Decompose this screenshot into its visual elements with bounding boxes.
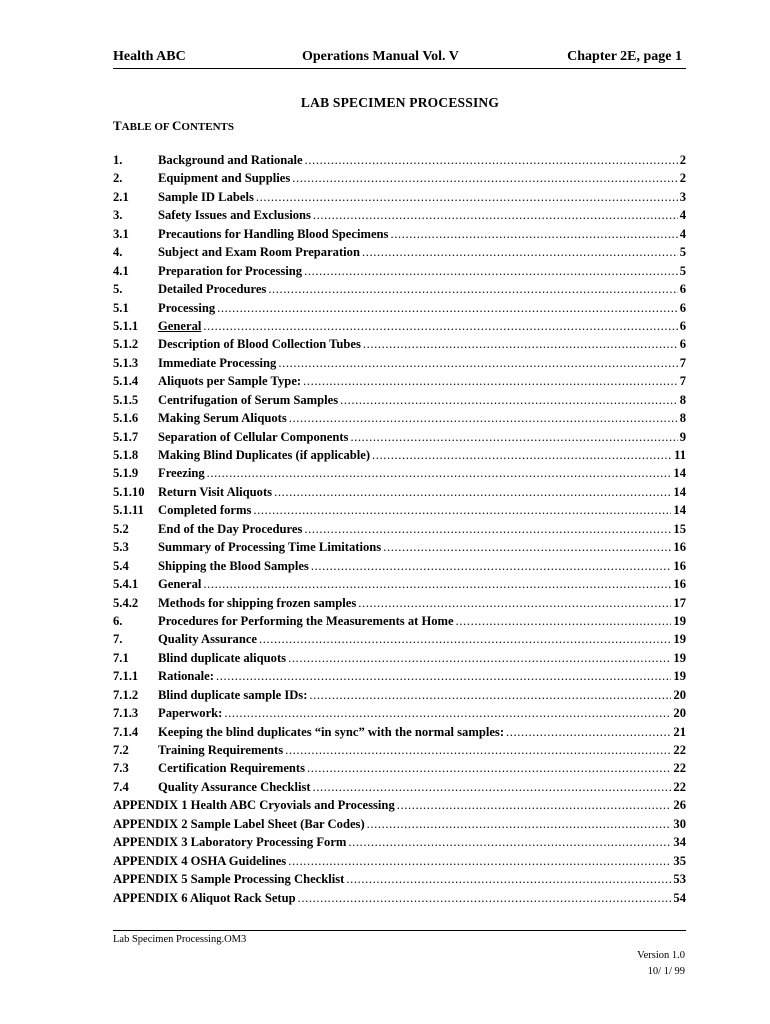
toc-entry-number: 7.2 xyxy=(113,743,129,757)
toc-leader-dots xyxy=(289,409,678,427)
toc-leader-dots xyxy=(390,225,677,243)
footer-filename: Lab Specimen Processing.OM3 xyxy=(113,934,247,945)
toc-entry-page: 16 xyxy=(673,558,686,573)
toc-entry-label: Description of Blood Collection Tubes xyxy=(158,337,361,352)
toc-entry-label: Return Visit Aliquots xyxy=(158,484,273,499)
toc-entry[interactable] xyxy=(113,686,686,704)
toc-entry-number: 5.4.2 xyxy=(113,595,139,610)
toc-entry-number: 5.1.6 xyxy=(113,411,139,426)
toc-entry-number: 3.1 xyxy=(113,226,129,241)
toc-entry-page: 7 xyxy=(679,355,686,370)
toc-entry-page: 53 xyxy=(673,872,686,887)
toc-entry-label: Shipping the Blood Samples xyxy=(158,558,309,573)
toc-entry[interactable] xyxy=(113,280,686,298)
toc-entry-number: 7.3 xyxy=(113,761,129,776)
toc-entry-label: General xyxy=(158,577,202,592)
toc-entry[interactable] xyxy=(113,557,686,575)
toc-entry-label: Centrifugation of Serum Samples xyxy=(158,392,339,407)
toc-entry-page: 14 xyxy=(673,503,686,518)
toc-entry-label: Making Serum Aliquots xyxy=(158,411,287,426)
toc-entry[interactable] xyxy=(113,169,686,187)
header-left: Health ABC xyxy=(113,49,186,64)
toc-entry-page: 16 xyxy=(673,540,686,555)
toc-entry-number: 7.1.4 xyxy=(113,724,139,739)
toc-leader-dots xyxy=(340,391,678,409)
toc-leader-dots xyxy=(298,889,672,907)
toc-leader-dots xyxy=(278,354,677,372)
header-right: Chapter 2E, page 1 xyxy=(567,49,682,64)
toc-entry-page: 2 xyxy=(679,153,686,167)
toc-entry-page: 6 xyxy=(679,318,686,333)
toc-entry-page: 15 xyxy=(673,521,686,536)
toc-leader-dots xyxy=(350,428,677,446)
toc-entry-number: 5.4.1 xyxy=(113,577,139,592)
toc-leader-dots xyxy=(313,206,678,224)
toc-entry-number: 5.1.5 xyxy=(113,392,139,407)
toc-entry-number: 5.1.4 xyxy=(113,374,139,389)
toc-entry-number: 7.4 xyxy=(113,779,129,794)
toc-heading-t: T xyxy=(113,118,122,133)
toc-leader-dots xyxy=(288,649,671,667)
toc-entry[interactable] xyxy=(113,317,686,335)
toc-entry[interactable] xyxy=(113,262,686,280)
toc-entry-number: 4. xyxy=(113,245,123,260)
toc-leader-dots xyxy=(346,870,671,888)
toc-entry-number: 5.1.9 xyxy=(113,466,139,481)
toc-entry-page: 35 xyxy=(673,853,686,868)
toc-entry-page: 19 xyxy=(673,650,686,665)
toc-entry[interactable] xyxy=(113,151,686,169)
toc-leader-dots xyxy=(217,299,678,317)
toc-entry[interactable] xyxy=(113,704,686,722)
toc-entry-label: Quality Assurance xyxy=(158,632,258,647)
toc-entry-number: 7. xyxy=(113,632,123,647)
toc-leader-dots xyxy=(203,575,671,593)
toc-entry-number: 5. xyxy=(113,282,123,297)
toc-entry-label: Sample ID Labels xyxy=(158,189,254,204)
toc-entry-label: Making Blind Duplicates (if applicable) xyxy=(158,448,371,462)
toc-entry[interactable] xyxy=(113,723,686,741)
toc-entry[interactable] xyxy=(113,188,686,206)
toc-leader-dots xyxy=(259,630,671,648)
toc-entry-page: 8 xyxy=(679,392,686,407)
toc-entry-page: 30 xyxy=(673,816,686,831)
toc-leader-dots xyxy=(268,280,677,298)
toc-entry-number: 5.1.10 xyxy=(113,484,145,499)
toc-entry-page: 17 xyxy=(673,595,686,610)
toc-entry-label: Preparation for Processing xyxy=(158,263,303,278)
toc-entry-label: General xyxy=(158,318,202,333)
toc-leader-dots xyxy=(253,501,671,519)
toc-entry[interactable] xyxy=(113,409,686,427)
toc-entry-number: 7.1.2 xyxy=(113,687,139,702)
toc-leader-dots xyxy=(303,372,678,390)
toc-leader-dots xyxy=(224,704,671,722)
toc-entry[interactable] xyxy=(113,520,686,538)
toc-entry[interactable] xyxy=(113,501,686,519)
toc-entry[interactable] xyxy=(113,870,686,888)
toc-entry-label: APPENDIX 2 Sample Label Sheet (Bar Codes) xyxy=(113,816,365,831)
toc-entry[interactable] xyxy=(113,206,686,224)
toc-entry-number: 5.4 xyxy=(113,558,129,573)
toc-leader-dots xyxy=(304,262,678,280)
toc-entry[interactable] xyxy=(113,428,686,446)
toc-entry-label: APPENDIX 5 Sample Processing Checklist xyxy=(113,872,345,887)
toc-entry-page: 8 xyxy=(679,411,686,426)
toc-leader-dots xyxy=(216,667,671,685)
toc-entry[interactable] xyxy=(113,630,686,648)
toc-entry[interactable] xyxy=(113,446,686,464)
toc-entry-label: APPENDIX 4 OSHA Guidelines xyxy=(113,853,287,868)
toc-entry[interactable] xyxy=(113,778,686,796)
toc-entry-page: 4 xyxy=(679,208,686,223)
toc-entry-page: 6 xyxy=(679,282,686,297)
toc-entry[interactable] xyxy=(113,483,686,501)
toc-leader-dots xyxy=(309,686,671,704)
toc-entry[interactable] xyxy=(113,759,686,777)
toc-entry-page: 6 xyxy=(679,300,686,315)
toc-entry-page: 14 xyxy=(673,466,686,481)
toc-entry-page: 22 xyxy=(673,761,686,776)
toc-entry-page: 9 xyxy=(679,429,686,444)
toc-entry-page: 3 xyxy=(679,189,686,204)
toc-leader-dots xyxy=(292,169,677,187)
toc-entry-number: 7.1 xyxy=(113,650,129,665)
toc-entry[interactable] xyxy=(113,594,686,612)
table-of-contents xyxy=(113,151,686,907)
toc-entry-number: 5.2 xyxy=(113,521,129,536)
toc-entry[interactable] xyxy=(113,354,686,372)
toc-entry[interactable] xyxy=(113,464,686,482)
toc-entry-label: Rationale: xyxy=(158,669,214,684)
toc-entry-label: Procedures for Performing the Measurements at Home xyxy=(158,613,454,628)
toc-leader-dots xyxy=(207,464,672,482)
toc-leader-dots xyxy=(456,612,672,630)
toc-entry-page: 5 xyxy=(679,263,686,278)
toc-entry-page: 21 xyxy=(673,724,686,739)
footer-version-block xyxy=(637,948,685,980)
toc-leader-dots xyxy=(348,833,671,851)
toc-entry-number: 5.1 xyxy=(113,300,129,315)
toc-leader-dots xyxy=(307,759,671,777)
toc-entry-page: 5 xyxy=(679,245,686,260)
toc-entry-page: 54 xyxy=(673,890,686,905)
toc-leader-dots xyxy=(311,557,672,575)
toc-entry-page: 34 xyxy=(673,835,686,850)
toc-entry[interactable] xyxy=(113,335,686,353)
toc-leader-dots xyxy=(305,151,678,169)
toc-leader-dots xyxy=(203,317,677,335)
toc-leader-dots xyxy=(256,188,678,206)
toc-heading xyxy=(113,118,234,134)
toc-entry-label: Safety Issues and Exclusions xyxy=(158,208,311,223)
toc-entry-number: 2.1 xyxy=(113,189,129,204)
toc-entry-label: Precautions for Handling Blood Specimens xyxy=(158,226,389,241)
toc-entry-number: 5.3 xyxy=(113,540,129,555)
toc-entry-label: End of the Day Procedures xyxy=(158,521,303,536)
toc-entry-label: Training Requirements xyxy=(158,743,284,757)
toc-entry-page: 4 xyxy=(679,226,686,241)
toc-entry-label: Detailed Procedures xyxy=(158,282,267,297)
toc-entry-page: 20 xyxy=(673,687,686,702)
toc-entry-number: 5.1.1 xyxy=(113,318,139,333)
toc-entry-page: 14 xyxy=(673,484,686,499)
toc-entry-label: Separation of Cellular Components xyxy=(158,429,349,444)
toc-entry[interactable] xyxy=(113,575,686,593)
toc-entry-number: 5.1.7 xyxy=(113,429,139,444)
toc-entry-label: Background and Rationale xyxy=(158,153,303,167)
toc-entry[interactable] xyxy=(113,391,686,409)
toc-entry-label: Blind duplicate aliquots xyxy=(158,650,287,665)
document-title: LAB SPECIMEN PROCESSING xyxy=(300,95,500,110)
toc-leader-dots xyxy=(383,538,671,556)
header-middle: Operations Manual Vol. V xyxy=(302,49,459,64)
toc-entry-label: Immediate Processing xyxy=(158,355,277,370)
toc-entry[interactable] xyxy=(113,243,686,261)
toc-entry-label: Keeping the blind duplicates “in sync” with the normal samples: xyxy=(158,724,505,739)
toc-entry-number: 3. xyxy=(113,208,123,223)
toc-entry-label: APPENDIX 1 Health ABC Cryovials and Processing xyxy=(113,798,395,813)
toc-entry-label: Aliquots per Sample Type: xyxy=(158,374,302,389)
toc-entry[interactable] xyxy=(113,741,686,759)
toc-leader-dots xyxy=(313,778,672,796)
toc-leader-dots xyxy=(506,723,671,741)
toc-entry-label: APPENDIX 3 Laboratory Processing Form xyxy=(113,835,347,850)
toc-entry-page: 26 xyxy=(673,798,686,813)
toc-entry-page: 20 xyxy=(673,706,686,721)
toc-leader-dots xyxy=(358,594,671,612)
toc-entry[interactable] xyxy=(113,225,686,243)
toc-heading-ontents: ONTENTS xyxy=(181,121,234,133)
toc-entry-label: Processing xyxy=(158,300,216,315)
toc-entry-label: Certification Requirements xyxy=(158,761,306,776)
toc-entry-number: 5.1.2 xyxy=(113,337,139,352)
toc-entry-number: 5.1.11 xyxy=(113,503,144,518)
footer-date: 10/ 1/ 99 xyxy=(647,966,685,977)
toc-leader-dots xyxy=(397,796,672,814)
toc-entry-label: Quality Assurance Checklist xyxy=(158,779,311,794)
toc-entry-page: 22 xyxy=(673,779,686,794)
toc-entry-page: 16 xyxy=(673,577,686,592)
toc-entry[interactable] xyxy=(113,852,686,870)
toc-entry[interactable] xyxy=(113,612,686,630)
toc-entry-label: Summary of Processing Time Limitations xyxy=(158,540,382,555)
toc-entry-number: 7.1.1 xyxy=(113,669,139,684)
toc-entry-number: 2. xyxy=(113,171,123,186)
toc-leader-dots xyxy=(367,815,672,833)
page-header xyxy=(113,48,686,69)
toc-entry-label: Methods for shipping frozen samples xyxy=(158,595,357,610)
toc-leader-dots xyxy=(304,520,671,538)
toc-entry-number: 4.1 xyxy=(113,263,129,278)
toc-entry-number: 7.1.3 xyxy=(113,706,139,721)
toc-entry[interactable] xyxy=(113,299,686,317)
toc-entry-page: 19 xyxy=(673,613,686,628)
toc-leader-dots xyxy=(362,243,678,261)
toc-entry-page: 19 xyxy=(673,669,686,684)
toc-entry-number: 5.1.3 xyxy=(113,355,139,370)
toc-heading-able-of: ABLE OF xyxy=(121,121,172,133)
toc-entry-number: 1. xyxy=(113,153,123,167)
toc-entry-page: 19 xyxy=(673,632,686,647)
toc-entry-number: 6. xyxy=(113,613,123,628)
toc-entry-label: Paperwork: xyxy=(158,706,223,721)
toc-entry-label: Subject and Exam Room Preparation xyxy=(158,245,360,260)
toc-entry[interactable] xyxy=(113,889,686,907)
toc-entry[interactable] xyxy=(113,833,686,851)
toc-entry-page: 22 xyxy=(673,743,686,757)
toc-entry-label: Blind duplicate sample IDs: xyxy=(158,687,308,702)
toc-heading-c: C xyxy=(172,118,182,133)
toc-leader-dots xyxy=(363,335,678,353)
footer-version: Version 1.0 xyxy=(637,950,685,961)
toc-entry-label: Equipment and Supplies xyxy=(158,171,291,186)
footer-divider xyxy=(113,930,686,931)
toc-entry[interactable] xyxy=(113,649,686,667)
toc-entry[interactable] xyxy=(113,667,686,685)
toc-entry[interactable] xyxy=(113,372,686,390)
toc-entry[interactable] xyxy=(113,815,686,833)
toc-leader-dots xyxy=(285,741,671,759)
toc-entry-label: Freezing xyxy=(158,466,205,481)
toc-entry[interactable] xyxy=(113,538,686,556)
toc-entry-label: Completed forms xyxy=(158,503,252,518)
toc-entry-number: 5.1.8 xyxy=(113,448,139,462)
toc-leader-dots xyxy=(372,446,672,464)
toc-entry-label: APPENDIX 6 Aliquot Rack Setup xyxy=(113,890,296,905)
toc-leader-dots xyxy=(288,852,671,870)
toc-entry[interactable] xyxy=(113,796,686,814)
toc-leader-dots xyxy=(274,483,671,501)
toc-entry-page: 11 xyxy=(674,448,686,462)
toc-entry-page: 6 xyxy=(679,337,686,352)
toc-entry-page: 7 xyxy=(679,374,686,389)
toc-entry-page: 2 xyxy=(679,171,686,186)
